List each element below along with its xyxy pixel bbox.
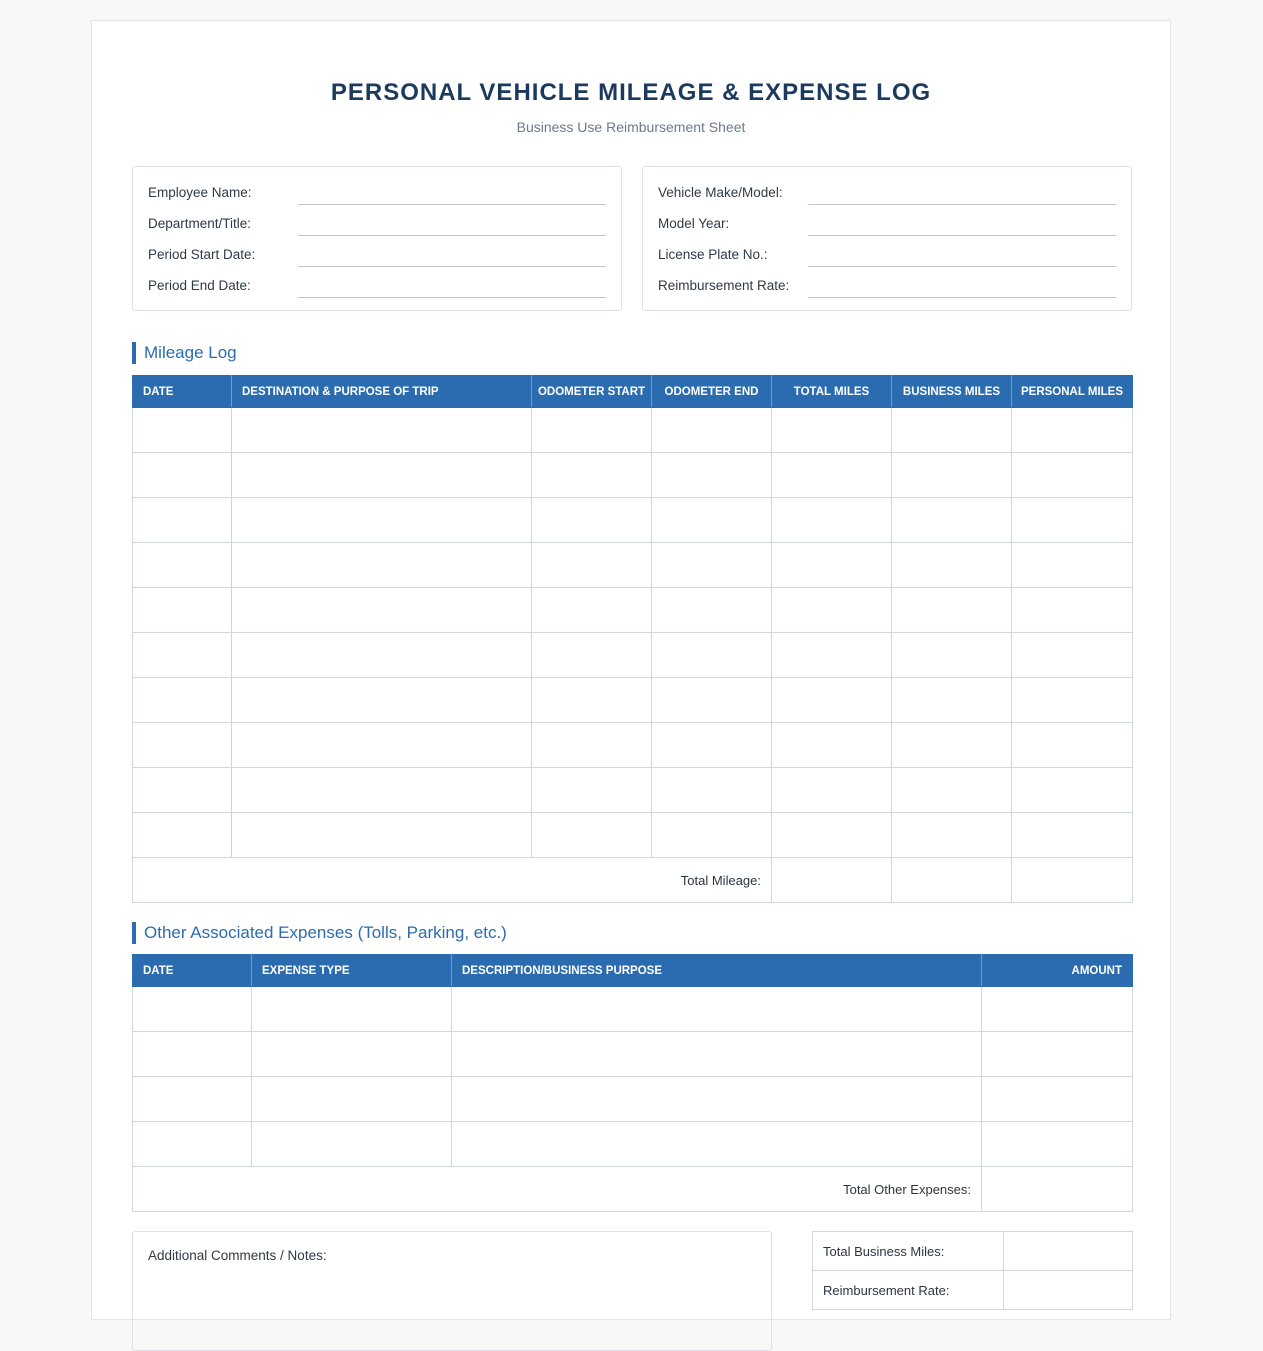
expense-cell[interactable] [252, 1077, 452, 1122]
mileage-cell[interactable] [892, 813, 1012, 858]
mileage-cell[interactable] [133, 813, 232, 858]
mileage-cell[interactable] [532, 588, 652, 633]
reimbursement-rate-label: Reimbursement Rate: [658, 278, 790, 293]
mileage-cell[interactable] [892, 768, 1012, 813]
mileage-cell[interactable] [892, 723, 1012, 768]
page-subtitle: Business Use Reimbursement Sheet [516, 119, 746, 135]
expense-cell[interactable] [133, 1122, 252, 1167]
mileage-cell[interactable] [892, 498, 1012, 543]
period-start-label: Period Start Date: [148, 247, 256, 262]
period-end-field[interactable] [298, 275, 606, 298]
expense-cell[interactable] [252, 1032, 452, 1077]
notes-label: Additional Comments / Notes: [148, 1248, 327, 1263]
mileage-cell[interactable] [532, 633, 652, 678]
mileage-cell[interactable] [532, 678, 652, 723]
reimbursement-rate-field[interactable] [808, 275, 1116, 298]
employee-name-label: Employee Name: [148, 185, 252, 200]
total-mileage-label: Total Mileage: [133, 858, 772, 903]
mileage-cell[interactable] [652, 633, 772, 678]
expense-cell[interactable] [133, 1032, 252, 1077]
mileage-row [133, 543, 1133, 588]
period-start-row [148, 243, 606, 267]
expense-row [133, 987, 1133, 1032]
mileage-cell[interactable] [232, 678, 532, 723]
mileage-cell[interactable] [1012, 498, 1133, 543]
employee-info-box [132, 166, 622, 311]
vehicle-info-box [642, 166, 1132, 311]
mileage-cell[interactable] [772, 543, 892, 588]
mileage-cell[interactable] [532, 408, 652, 453]
total-business-miles-cell[interactable] [892, 858, 1012, 903]
form-page [91, 20, 1171, 1320]
mileage-cell[interactable] [892, 408, 1012, 453]
mileage-cell[interactable] [232, 633, 532, 678]
col-personal-miles: PERSONAL MILES [1012, 376, 1133, 408]
mileage-cell[interactable] [232, 723, 532, 768]
vehicle-model-row [658, 181, 1116, 205]
mileage-cell[interactable] [892, 633, 1012, 678]
mileage-cell[interactable] [232, 543, 532, 588]
col-date: DATE [133, 376, 232, 408]
notes-box[interactable] [132, 1231, 772, 1351]
license-plate-row [658, 243, 1116, 267]
mileage-cell[interactable] [532, 498, 652, 543]
mileage-cell[interactable] [133, 453, 232, 498]
department-field[interactable] [298, 213, 606, 236]
expense-row [133, 1032, 1133, 1077]
mileage-cell[interactable] [532, 723, 652, 768]
mileage-cell[interactable] [532, 543, 652, 588]
expenses-total-row [133, 1167, 1133, 1212]
expense-cell[interactable] [252, 987, 452, 1032]
col-destination: DESTINATION & PURPOSE OF TRIP [232, 376, 532, 408]
mileage-cell[interactable] [1012, 768, 1133, 813]
expense-cell[interactable] [452, 987, 982, 1032]
period-start-field[interactable] [298, 244, 606, 267]
total-expenses-label: Total Other Expenses: [133, 1167, 982, 1212]
mileage-cell[interactable] [892, 543, 1012, 588]
mileage-cell[interactable] [133, 633, 232, 678]
license-plate-field[interactable] [808, 244, 1116, 267]
mileage-total-row [133, 858, 1133, 903]
mileage-cell[interactable] [532, 768, 652, 813]
col-odometer-end: ODOMETER END [652, 376, 772, 408]
department-row [148, 212, 606, 236]
summary-row [813, 1271, 1133, 1310]
mileage-row [133, 723, 1133, 768]
mileage-cell[interactable] [232, 498, 532, 543]
mileage-cell[interactable] [1012, 543, 1133, 588]
mileage-row [133, 678, 1133, 723]
mileage-cell[interactable] [892, 678, 1012, 723]
vehicle-model-label: Vehicle Make/Model: [658, 185, 783, 200]
mileage-row [133, 588, 1133, 633]
expenses-table [132, 954, 1133, 1212]
mileage-cell[interactable] [133, 723, 232, 768]
mileage-cell[interactable] [1012, 813, 1133, 858]
mileage-cell[interactable] [133, 678, 232, 723]
mileage-cell[interactable] [232, 768, 532, 813]
model-year-row [658, 212, 1116, 236]
total-expenses-cell[interactable] [982, 1167, 1133, 1212]
expense-cell[interactable] [452, 1032, 982, 1077]
mileage-table [132, 375, 1133, 903]
mileage-cell[interactable] [892, 588, 1012, 633]
employee-name-field[interactable] [298, 182, 606, 205]
mileage-cell[interactable] [652, 408, 772, 453]
expense-cell[interactable] [982, 987, 1133, 1032]
employee-name-row [148, 181, 606, 205]
expense-row [133, 1122, 1133, 1167]
reimbursement-rate-row [658, 274, 1116, 298]
mileage-cell[interactable] [1012, 633, 1133, 678]
mileage-cell[interactable] [133, 543, 232, 588]
mileage-cell[interactable] [652, 543, 772, 588]
col-expense-date: DATE [133, 955, 252, 987]
mileage-cell[interactable] [892, 453, 1012, 498]
expense-row [133, 1077, 1133, 1122]
mileage-cell[interactable] [133, 408, 232, 453]
mileage-cell[interactable] [652, 813, 772, 858]
mileage-cell[interactable] [652, 588, 772, 633]
expenses-section-title: Other Associated Expenses (Tolls, Parking, etc.) [132, 922, 507, 944]
period-end-row [148, 274, 606, 298]
mileage-cell[interactable] [232, 588, 532, 633]
mileage-cell[interactable] [232, 813, 532, 858]
page-title: PERSONAL VEHICLE MILEAGE & EXPENSE LOG [330, 79, 932, 106]
mileage-cell[interactable] [772, 588, 892, 633]
mileage-cell[interactable] [772, 453, 892, 498]
department-label: Department/Title: [148, 216, 252, 231]
mileage-row [133, 498, 1133, 543]
col-expense-type: EXPENSE TYPE [252, 955, 452, 987]
model-year-label: Model Year: [658, 216, 730, 231]
expenses-header-row [133, 955, 1133, 987]
period-end-label: Period End Date: [148, 278, 251, 293]
mileage-cell[interactable] [532, 453, 652, 498]
mileage-cell[interactable] [652, 678, 772, 723]
mileage-row [133, 768, 1133, 813]
vehicle-model-field[interactable] [808, 182, 1116, 205]
summary-rate-value[interactable] [1004, 1271, 1133, 1310]
mileage-cell[interactable] [1012, 408, 1133, 453]
mileage-cell[interactable] [772, 678, 892, 723]
col-business-miles: BUSINESS MILES [892, 376, 1012, 408]
mileage-row [133, 453, 1133, 498]
mileage-cell[interactable] [232, 408, 532, 453]
mileage-cell[interactable] [652, 723, 772, 768]
expense-cell[interactable] [982, 1032, 1133, 1077]
expense-cell[interactable] [452, 1077, 982, 1122]
mileage-cell[interactable] [652, 768, 772, 813]
expense-cell[interactable] [133, 1077, 252, 1122]
expense-cell[interactable] [982, 1122, 1133, 1167]
mileage-cell[interactable] [1012, 453, 1133, 498]
total-personal-miles-cell[interactable] [1012, 858, 1133, 903]
total-miles-cell[interactable] [772, 858, 892, 903]
col-total-miles: TOTAL MILES [772, 376, 892, 408]
mileage-cell[interactable] [772, 408, 892, 453]
col-expense-description: DESCRIPTION/BUSINESS PURPOSE [452, 955, 982, 987]
mileage-header-row [133, 376, 1133, 408]
summary-row [813, 1232, 1133, 1271]
mileage-cell[interactable] [772, 633, 892, 678]
summary-table [812, 1231, 1133, 1310]
expense-cell[interactable] [452, 1122, 982, 1167]
mileage-cell[interactable] [772, 498, 892, 543]
mileage-cell[interactable] [1012, 723, 1133, 768]
mileage-cell[interactable] [1012, 678, 1133, 723]
mileage-cell[interactable] [532, 813, 652, 858]
mileage-row [133, 633, 1133, 678]
expense-cell[interactable] [982, 1077, 1133, 1122]
mileage-cell[interactable] [133, 498, 232, 543]
mileage-row [133, 408, 1133, 453]
mileage-cell[interactable] [1012, 588, 1133, 633]
mileage-cell[interactable] [652, 453, 772, 498]
mileage-row [133, 813, 1133, 858]
mileage-cell[interactable] [772, 768, 892, 813]
summary-business-miles-value[interactable] [1004, 1232, 1133, 1271]
mileage-cell[interactable] [133, 588, 232, 633]
expense-cell[interactable] [133, 987, 252, 1032]
col-expense-amount: AMOUNT [982, 955, 1133, 987]
mileage-cell[interactable] [232, 453, 532, 498]
summary-business-miles-label: Total Business Miles: [813, 1232, 1004, 1271]
mileage-cell[interactable] [652, 498, 772, 543]
mileage-cell[interactable] [772, 723, 892, 768]
summary-rate-label: Reimbursement Rate: [813, 1271, 1004, 1310]
mileage-section-title: Mileage Log [132, 342, 237, 364]
mileage-cell[interactable] [133, 768, 232, 813]
expense-cell[interactable] [252, 1122, 452, 1167]
model-year-field[interactable] [808, 213, 1116, 236]
mileage-cell[interactable] [772, 813, 892, 858]
col-odometer-start: ODOMETER START [532, 376, 652, 408]
license-plate-label: License Plate No.: [658, 247, 768, 262]
